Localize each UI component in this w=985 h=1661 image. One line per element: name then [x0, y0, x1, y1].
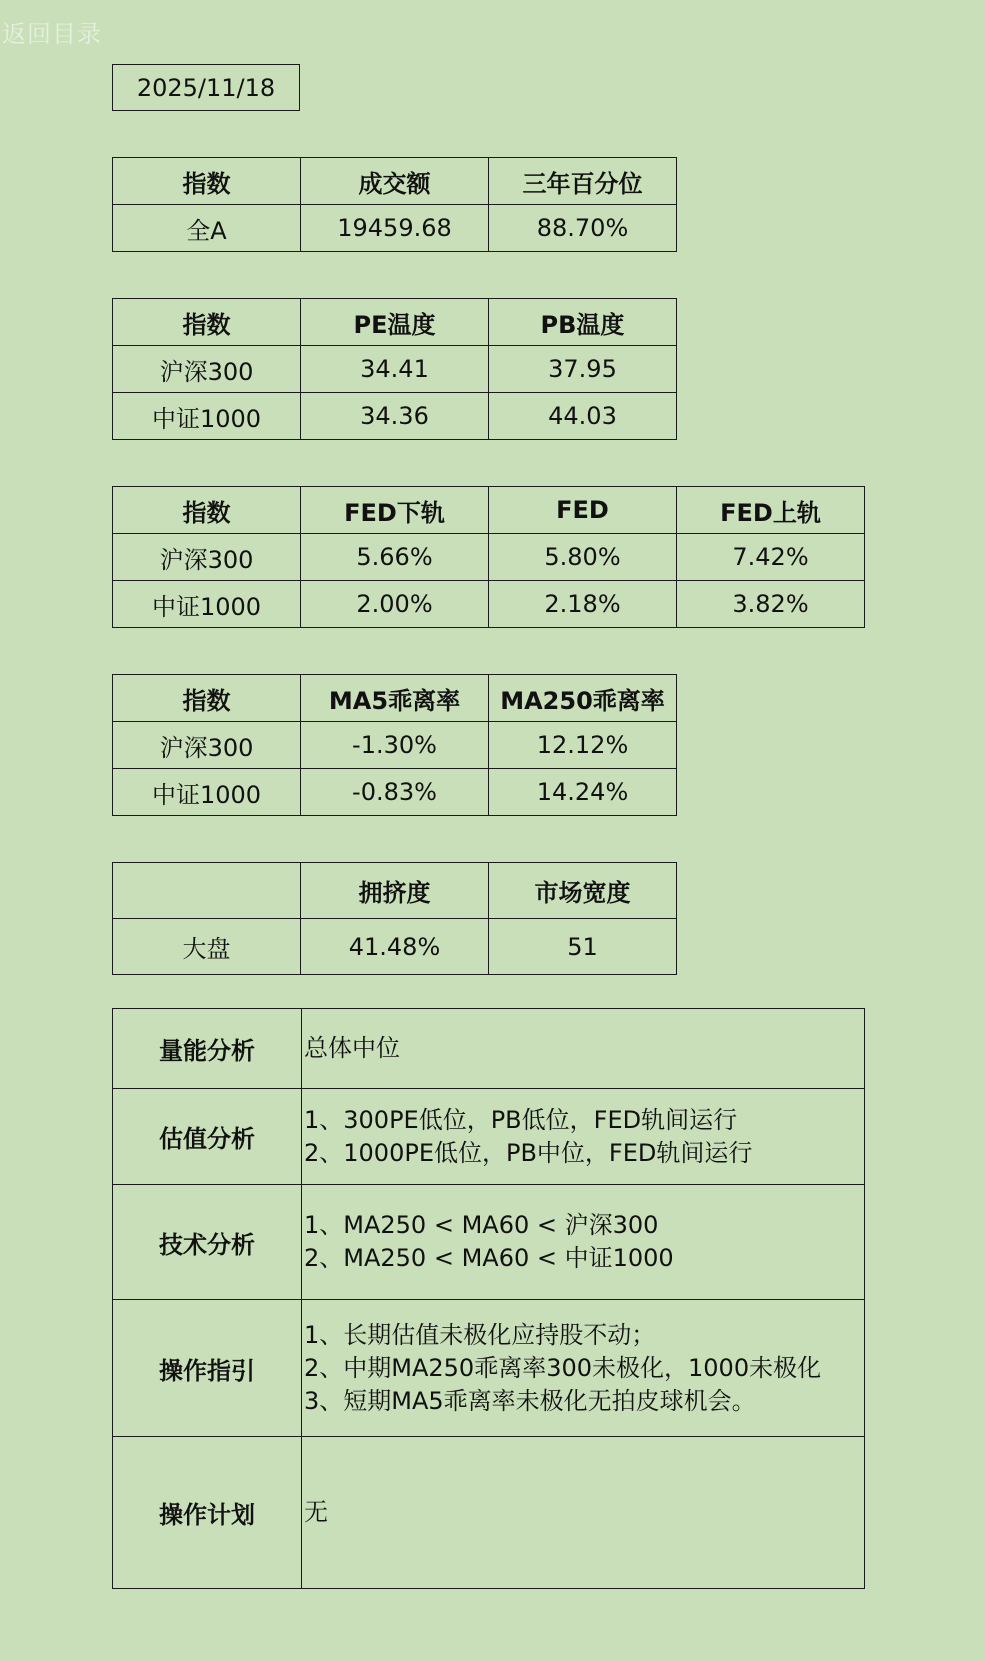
- header-cell: FED下轨: [301, 487, 489, 534]
- table-cell: 5.66%: [301, 534, 489, 581]
- fed-table: [112, 486, 865, 628]
- header-cell: 市场宽度: [489, 863, 677, 919]
- table-cell: 7.42%: [677, 534, 865, 581]
- analysis-content: [302, 1437, 865, 1589]
- ma-deviation-table: [112, 674, 677, 816]
- table-cell: -1.30%: [301, 722, 489, 769]
- analysis-row: [113, 1300, 865, 1437]
- table-row: [113, 581, 865, 628]
- table-cell: 19459.68: [301, 205, 489, 252]
- table-cell: 12.12%: [489, 722, 677, 769]
- table-cell: 沪深300: [113, 722, 301, 769]
- table-cell: 44.03: [489, 393, 677, 440]
- analysis-line: 3、短期MA5乖离率未极化无拍皮球机会。: [304, 1386, 756, 1415]
- header-cell: PB温度: [489, 299, 677, 346]
- table-header-row: [113, 863, 677, 919]
- table-row: [113, 346, 677, 393]
- analysis-label: 技术分析: [113, 1185, 302, 1300]
- table-cell: 41.48%: [301, 919, 489, 975]
- valuation-temperature-table: [112, 298, 677, 440]
- header-cell: 指数: [113, 158, 301, 205]
- header-cell: 成交额: [301, 158, 489, 205]
- table-cell: 大盘: [113, 919, 301, 975]
- analysis-label: 操作计划: [113, 1437, 302, 1589]
- table-row: [113, 919, 677, 975]
- table-cell: 3.82%: [677, 581, 865, 628]
- header-cell: FED上轨: [677, 487, 865, 534]
- market-crowding-table: [112, 862, 677, 975]
- analysis-table: [112, 1008, 865, 1589]
- analysis-content: [302, 1089, 865, 1185]
- analysis-label: 量能分析: [113, 1009, 302, 1089]
- header-cell: 指数: [113, 487, 301, 534]
- analysis-line: 1、MA250 < MA60 < 沪深300: [304, 1211, 659, 1239]
- header-cell: 指数: [113, 675, 301, 722]
- header-cell: FED: [489, 487, 677, 534]
- table-cell: 14.24%: [489, 769, 677, 816]
- table-header-row: [113, 299, 677, 346]
- analysis-line: 2、MA250 < MA60 < 中证1000: [304, 1244, 674, 1272]
- analysis-row: [113, 1009, 865, 1089]
- table-cell: 37.95: [489, 346, 677, 393]
- table-cell: 沪深300: [113, 534, 301, 581]
- analysis-line: 总体中位: [304, 1034, 400, 1062]
- table-cell: 全A: [113, 205, 301, 252]
- header-cell: 指数: [113, 299, 301, 346]
- turnover-table: [112, 157, 677, 252]
- table-cell: 34.41: [301, 346, 489, 393]
- analysis-content: [302, 1300, 865, 1437]
- table-header-row: [113, 675, 677, 722]
- table-row: [113, 722, 677, 769]
- back-to-contents-link[interactable]: 返回目录: [2, 20, 102, 48]
- table-row: [113, 205, 677, 252]
- table-header-row: [113, 487, 865, 534]
- table-header-row: [113, 158, 677, 205]
- analysis-line: 2、中期MA250乖离率300未极化，1000未极化: [304, 1353, 822, 1382]
- table-cell: 中证1000: [113, 581, 301, 628]
- header-cell: MA5乖离率: [301, 675, 489, 722]
- table-cell: 51: [489, 919, 677, 975]
- analysis-row: [113, 1185, 865, 1300]
- report-date: 2025/11/18: [112, 64, 300, 111]
- table-row: [113, 393, 677, 440]
- header-cell: 三年百分位: [489, 158, 677, 205]
- table-cell: 沪深300: [113, 346, 301, 393]
- header-cell: [113, 863, 301, 919]
- analysis-line: 无: [304, 1498, 328, 1526]
- table-row: [113, 769, 677, 816]
- analysis-label: 操作指引: [113, 1300, 302, 1437]
- table-row: [113, 534, 865, 581]
- analysis-label: 估值分析: [113, 1089, 302, 1185]
- table-cell: 中证1000: [113, 393, 301, 440]
- analysis-content: [302, 1185, 865, 1300]
- analysis-line: 1、300PE低位，PB低位，FED轨间运行: [304, 1105, 738, 1134]
- analysis-content: [302, 1009, 865, 1089]
- analysis-line: 1、长期估值未极化应持股不动；: [304, 1320, 656, 1349]
- table-cell: -0.83%: [301, 769, 489, 816]
- table-cell: 2.00%: [301, 581, 489, 628]
- header-cell: 拥挤度: [301, 863, 489, 919]
- table-cell: 5.80%: [489, 534, 677, 581]
- header-cell: PE温度: [301, 299, 489, 346]
- table-cell: 34.36: [301, 393, 489, 440]
- analysis-line: 2、1000PE低位，PB中位，FED轨间运行: [304, 1138, 753, 1167]
- table-cell: 2.18%: [489, 581, 677, 628]
- analysis-row: [113, 1089, 865, 1185]
- table-cell: 88.70%: [489, 205, 677, 252]
- table-cell: 中证1000: [113, 769, 301, 816]
- analysis-row: [113, 1437, 865, 1589]
- header-cell: MA250乖离率: [489, 675, 677, 722]
